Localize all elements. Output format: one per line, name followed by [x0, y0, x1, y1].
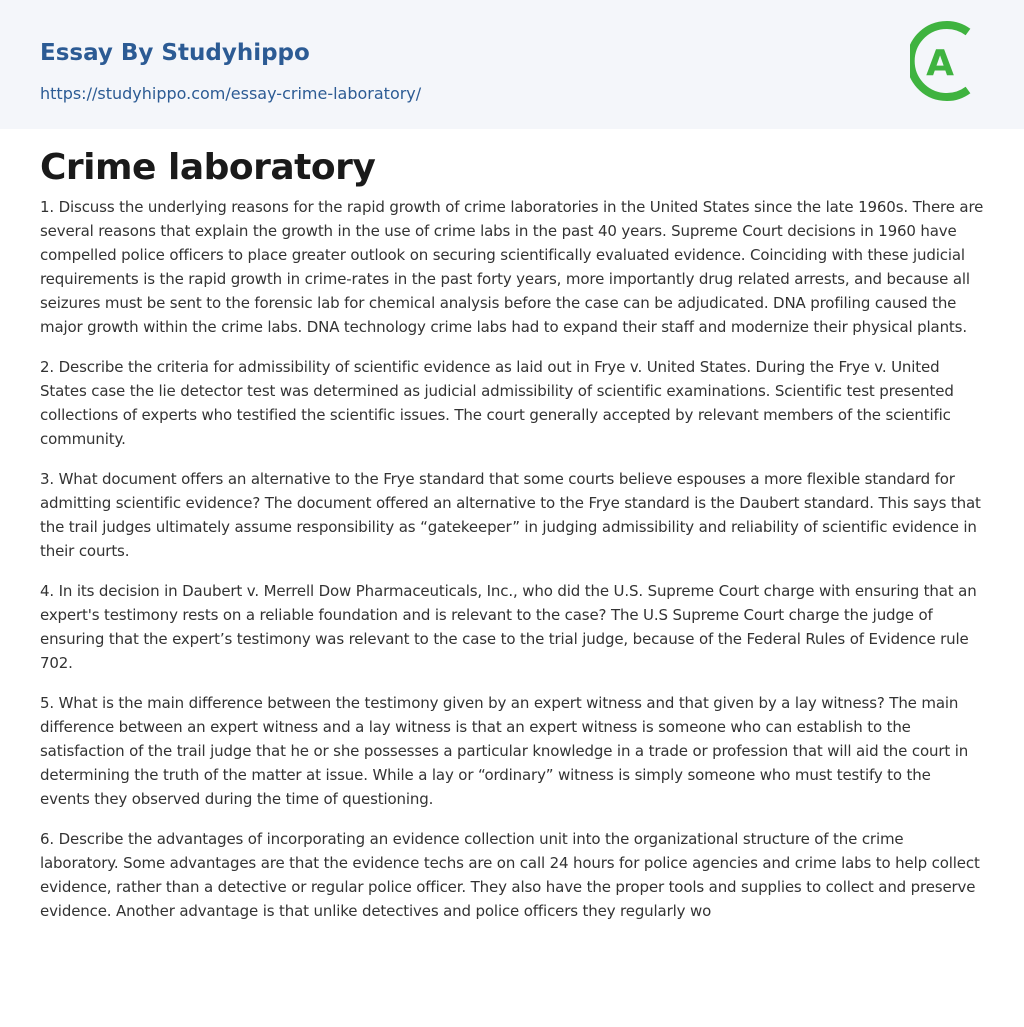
- essay-paragraph-3: 3. What document offers an alternative to the Frye standard that some courts believe espouses a more flexible standard for admitting scientific evidence? The document offered an alternative to the Frye standard is the Daubert standard. This says that the trail judges ultimately assume responsibility as “gatekeeper” in judging admissibility and reliability of scientific evidence in their courts.: [40, 470, 981, 560]
- article: [0, 129, 1024, 923]
- essay-paragraph-6: 6. Describe the advantages of incorporating an evidence collection unit into the organizational structure of the crime laboratory. Some advantages are that the evidence techs are on call 24 hours for police agencies and crime labs to help collect evidence, rather than a detective or regular police officer. They also have the proper tools and supplies to collect and preserve evidence. Another advantage is that unlike detectives and police officers they regularly wo: [40, 830, 980, 920]
- page-url-link[interactable]: https://studyhippo.com/essay-crime-laboratory/: [40, 84, 422, 103]
- site-brand[interactable]: Essay By Studyhippo: [40, 40, 310, 66]
- studyhippo-logo-icon[interactable]: [910, 18, 988, 104]
- site-header: [0, 0, 1024, 129]
- essay-paragraph-5: 5. What is the main difference between the testimony given by an expert witness and that given by a lay witness? The main difference between an expert witness and a lay witness is that an expert witness is someone who can establish to the satisfaction of the trail judge that he or she possesses a particular knowledge in a trade or profession that will aid the court in determining the truth of the matter at issue. While a lay or “ordinary” witness is simply someone who must testify to the events they observed during the time of questioning.: [40, 694, 969, 808]
- essay-paragraph-4: 4. In its decision in Daubert v. Merrell Dow Pharmaceuticals, Inc., who did the U.S. Supreme Court charge with ensuring that an expert's testimony rests on a reliable foundation and is relevant to the case? The U.S Supreme Court charge the judge of ensuring that the expert’s testimony was relevant to the case to the trial judge, because of the Federal Rules of Evidence rule 702.: [40, 582, 977, 672]
- essay-paragraph-1: 1. Discuss the underlying reasons for the rapid growth of crime laboratories in the United States since the late 1960s. There are several reasons that explain the growth in the use of crime labs in the past 40 years. Supreme Court decisions in 1960 have compelled police officers to place greater outlook on securing scientifically evaluated evidence. Coinciding with these judicial requirements is the rapid growth in crime-rates in the past forty years, more importantly drug related arrests, and because all seizures must be sent to the forensic lab for chemical analysis before the case can be adjudicated. DNA profiling caused the major growth within the crime labs. DNA technology crime labs had to expand their staff and modernize their physical plants.: [40, 198, 984, 336]
- essay-paragraph-2: 2. Describe the criteria for admissibility of scientific evidence as laid out in Frye v. United States. During the Frye v. United States case the lie detector test was determined as judicial admissibility of scientific examinations. Scientific test presented collections of experts who testified the scientific issues. The court generally accepted by relevant members of the scientific community.: [40, 358, 954, 448]
- logo-letter: A: [926, 43, 954, 84]
- page-title: Crime laboratory: [40, 147, 376, 188]
